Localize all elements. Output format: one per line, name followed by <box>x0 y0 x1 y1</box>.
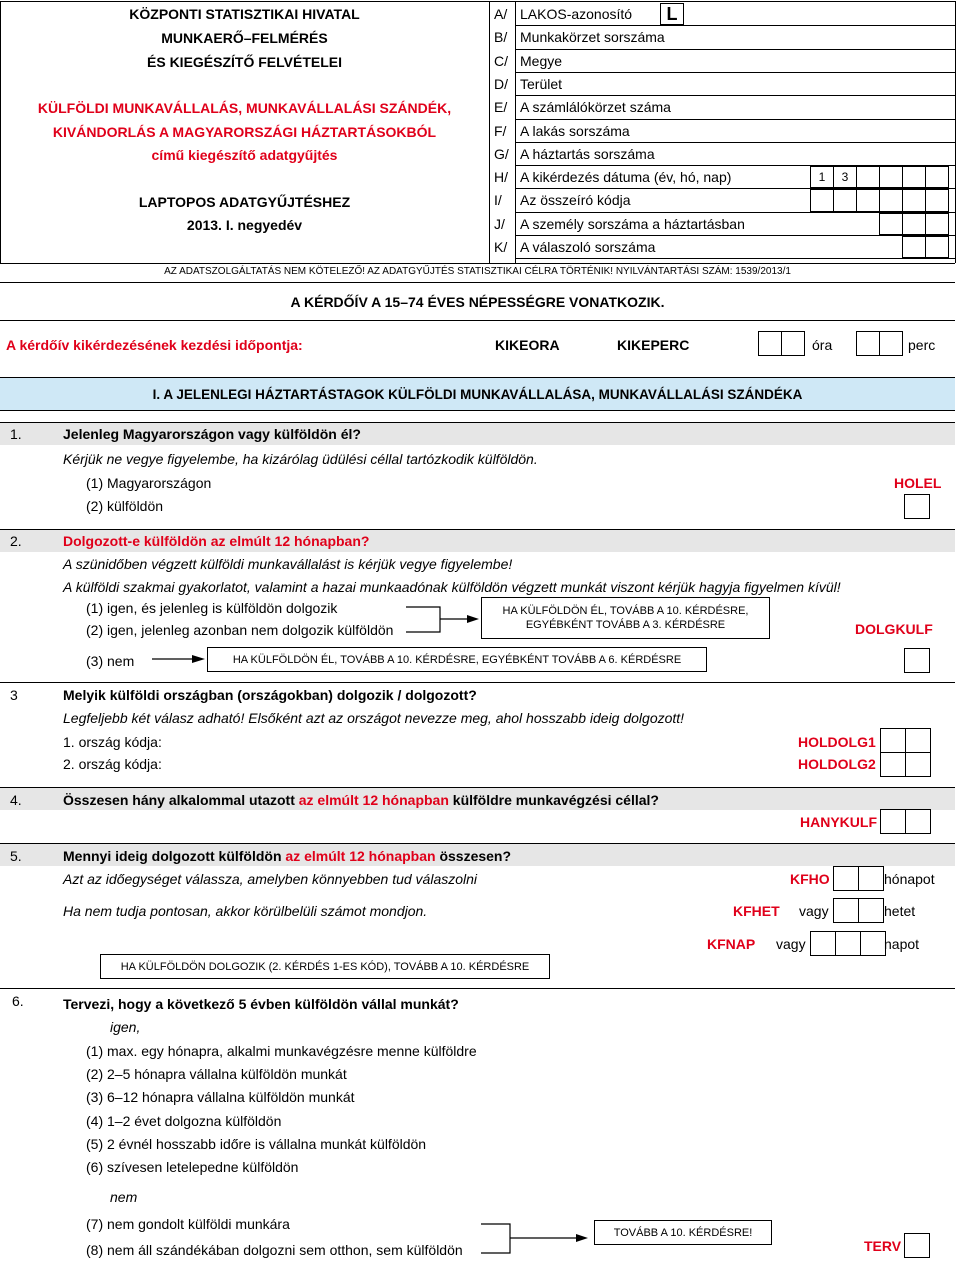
q5-month-digit-1-box[interactable] <box>833 866 859 891</box>
q1-number: 1. <box>10 426 22 442</box>
q5-day-digit-1-box[interactable] <box>810 931 836 956</box>
q5-hint-1: Azt az időegységet válassza, amelyben könnyebben tud válaszolni <box>63 871 478 887</box>
q3-c2-digit-1-box[interactable] <box>880 752 906 777</box>
title-line-2: KIVÁNDORLÁS A MAGYARORSZÁGI HÁZTARTÁSOKBÓL <box>52 124 437 140</box>
q5-unit-day: napot <box>884 936 920 952</box>
q2-hint-1: A szünidőben végzett külföldi munkavállalást is kérjük vegye figyelembe! <box>63 556 513 572</box>
id-code: C/ <box>494 52 508 69</box>
id-digit-box[interactable] <box>856 166 880 188</box>
id-label: Az összeíró kódja <box>520 192 631 209</box>
id-code: A/ <box>494 6 508 22</box>
q1-answer-box[interactable] <box>904 494 930 519</box>
scope-line: A KÉRDŐÍV A 15–74 ÉVES NÉPESSÉGRE VONATKOZIK. <box>290 294 665 310</box>
id-row-rule <box>515 142 955 143</box>
id-digit-box[interactable]: 1 <box>810 166 834 188</box>
id-digit-box[interactable] <box>902 213 926 235</box>
header-divider <box>489 1 490 263</box>
q5-question <box>63 848 511 864</box>
id-code: I/ <box>494 192 502 209</box>
id-digit-box[interactable] <box>833 189 857 211</box>
title-line-3: című kiegészítő adatgyűjtés <box>151 147 338 163</box>
minute-unit: perc <box>908 337 936 353</box>
title-line-1: KÜLFÖLDI MUNKAVÁLLALÁS, MUNKAVÁLLALÁSI SZÁNDÉK, <box>37 100 452 116</box>
q5-question-red: az elmúlt 12 hónapban <box>285 848 436 864</box>
frame-top <box>0 1 955 2</box>
q2-option-3-arrow <box>150 652 208 666</box>
q2-option-2: (2) igen, jelenleg azonban nem dolgozik külföldön <box>86 622 394 638</box>
survey-name: MUNKAERŐ–FELMÉRÉS <box>161 30 328 46</box>
q2-skip-note-1 <box>481 597 770 639</box>
id-digit-box[interactable]: 3 <box>833 166 857 188</box>
q5-day-digit-3-box[interactable] <box>860 931 886 956</box>
q4-question-red: az elmúlt 12 hónapban <box>298 792 449 808</box>
var-holdolg1: HOLDOLG1 <box>798 734 876 750</box>
id-label: A háztartás sorszáma <box>520 145 655 162</box>
q1-question: Jelenleg Magyarországon vagy külföldön él? <box>63 426 361 442</box>
q5-or-2: vagy <box>776 936 806 952</box>
id-row-rule <box>515 49 955 50</box>
q2-answer-box[interactable] <box>904 648 930 673</box>
q3-c2-digit-2-box[interactable] <box>905 752 931 777</box>
id-code: F/ <box>494 122 507 139</box>
q6-option-3: (3) 6–12 hónapra vállalna külföldön munkát <box>86 1089 355 1106</box>
minute-digit-1-box[interactable] <box>856 331 880 356</box>
id-digit-box[interactable] <box>879 166 903 188</box>
q5-question-b: összesen? <box>435 848 512 864</box>
id-label: A válaszoló sorszáma <box>520 239 656 255</box>
scope-rule <box>0 320 955 321</box>
id-digit-box[interactable] <box>925 236 949 258</box>
id-code: G/ <box>494 145 509 162</box>
q3-hint: Legfeljebb két válasz adható! Elsőként azt az országot nevezze meg, ahol hosszabb ideig dolgozott! <box>63 710 685 726</box>
q5-unit-week: hetet <box>884 903 916 919</box>
q5-month-digit-2-box[interactable] <box>858 866 884 891</box>
id-code: D/ <box>494 75 508 92</box>
hour-unit: óra <box>812 337 833 353</box>
org-name: KÖZPONTI STATISZTIKAI HIVATAL <box>129 6 360 22</box>
q4-digit-2-box[interactable] <box>905 809 931 834</box>
var-terv: TERV <box>864 1238 902 1254</box>
supplement-name: ÉS KIEGÉSZÍTŐ FELVÉTELEI <box>147 54 342 70</box>
id-digit-box[interactable]: L <box>660 3 684 25</box>
id-code: E/ <box>494 99 508 116</box>
var-kikeora: KIKEORA <box>495 337 560 353</box>
q5-skip-note: HA KÜLFÖLDÖN DOLGOZIK (2. KÉRDÉS 1-ES KÓD), TOVÁBB A 10. KÉRDÉSRE <box>100 954 550 979</box>
q2-option-1: (1) igen, és jelenleg is külföldön dolgozik <box>86 600 338 616</box>
q5-week-digit-2-box[interactable] <box>858 898 884 923</box>
var-dolgkulf: DOLGKULF <box>855 621 933 637</box>
q5-week-digit-1-box[interactable] <box>833 898 859 923</box>
q6-question: Tervezi, hogy a következő 5 évben külföldön vállal munkát? <box>63 996 459 1012</box>
q4-question-a: Összesen hány alkalommal utazott <box>63 792 299 808</box>
id-digit-box[interactable] <box>902 166 926 188</box>
q3-question: Melyik külföldi országban (országokban) dolgozik / dolgozott? <box>63 687 477 703</box>
q2-hint-2: A külföldi szakmai gyakorlatot, valamint a hazai munkaadónak külföldön végzett munkát viszont kérjük hagyja figyelmen kívül! <box>63 579 841 595</box>
id-digit-box[interactable] <box>925 166 949 188</box>
q1-option-1: (1) Magyarországon <box>86 475 212 491</box>
id-label: Megye <box>520 52 563 69</box>
id-digit-box[interactable] <box>902 236 926 258</box>
id-row-rule <box>515 72 955 73</box>
q5-hint-2: Ha nem tudja pontosan, akkor körülbelüli számot mondjon. <box>63 903 428 919</box>
q6-option-2: (2) 2–5 hónapra vállalna külföldön munkát <box>86 1066 347 1083</box>
id-row-rule <box>515 25 955 26</box>
q3-rule <box>0 682 955 683</box>
var-hanykulf: HANYKULF <box>800 814 877 830</box>
id-label: A lakás sorszáma <box>520 122 630 139</box>
id-row-rule <box>515 95 955 96</box>
q6-no-label: nem <box>110 1189 138 1205</box>
var-kfhet: KFHET <box>733 903 780 919</box>
q3-country-2-label: 2. ország kódja: <box>63 756 162 772</box>
q3-c1-digit-1-box[interactable] <box>880 728 906 753</box>
laptop-label: LAPTOPOS ADATGYŰJTÉSHEZ <box>138 194 351 210</box>
q6-number: 6. <box>12 993 24 1009</box>
q2-number: 2. <box>10 533 22 549</box>
section-title: I. A JELENLEGI HÁZTARTÁSTAGOK KÜLFÖLDI MUNKAVÁLLALÁSA, MUNKAVÁLLALÁSI SZÁNDÉKA <box>0 377 955 411</box>
q6-option-7: (7) nem gondolt külföldi munkára <box>86 1216 290 1232</box>
hour-digit-2-box[interactable] <box>781 331 805 356</box>
start-time-label: A kérdőív kikérdezésének kezdési időpontja: <box>6 337 303 353</box>
hour-digit-1-box[interactable] <box>758 331 782 356</box>
id-digit-box[interactable] <box>879 213 903 235</box>
q6-option-1: (1) max. egy hónapra, alkalmi munkavégzésre menne külföldre <box>86 1043 477 1059</box>
q6-yes-label: igen, <box>110 1019 141 1035</box>
var-kikeperc: KIKEPERC <box>617 337 690 353</box>
id-label: Munkakörzet sorszáma <box>520 29 665 46</box>
minute-digit-2-box[interactable] <box>879 331 903 356</box>
id-code: J/ <box>494 215 505 232</box>
id-label: A személy sorszáma a háztartásban <box>520 215 745 232</box>
id-label: A kikérdezés dátuma (év, hó, nap) <box>520 169 732 186</box>
q6-bracket-arrow <box>480 1219 595 1259</box>
var-holel: HOLEL <box>894 475 942 491</box>
id-digit-box[interactable] <box>925 189 949 211</box>
var-kfho: KFHO <box>790 871 830 887</box>
id-digit-box[interactable] <box>810 189 834 211</box>
id-row-rule <box>515 235 955 236</box>
q3-c1-digit-2-box[interactable] <box>905 728 931 753</box>
q3-country-1-label: 1. ország kódja: <box>63 734 162 750</box>
q6-option-5: (5) 2 évnél hosszabb időre is vállalna munkát külföldön <box>86 1135 427 1152</box>
q6-option-8: (8) nem áll szándékában dolgozni sem otthon, sem külföldön <box>86 1242 463 1258</box>
id-digit-box[interactable] <box>879 189 903 211</box>
q1-hint: Kérjük ne vegye figyelembe, ha kizárólag üdülési céllal tartózkodik külföldön. <box>63 451 538 467</box>
id-digit-box[interactable] <box>925 213 949 235</box>
id-row-rule <box>515 119 955 120</box>
id-code: H/ <box>494 169 508 186</box>
var-holdolg2: HOLDOLG2 <box>798 756 876 772</box>
q2-option-3: (3) nem <box>86 653 135 669</box>
id-row-rule <box>515 258 955 259</box>
id-label: Terület <box>520 75 563 92</box>
q1-option-2: (2) külföldön <box>86 498 164 514</box>
q2-skip-note-1a: HA KÜLFÖLDÖN ÉL, TOVÁBB A 10. KÉRDÉSRE, <box>502 605 749 617</box>
id-code: B/ <box>494 29 508 46</box>
q5-unit-month: hónapot <box>884 871 935 887</box>
notice-bottom-rule <box>0 282 955 283</box>
q4-number: 4. <box>10 792 22 808</box>
q6-option-4: (4) 1–2 évet dolgozna külföldön <box>86 1112 282 1129</box>
q6-answer-box[interactable] <box>904 1233 930 1258</box>
q4-question-b: külföldre munkavégzési céllal? <box>448 792 659 808</box>
q4-digit-1-box[interactable] <box>880 809 906 834</box>
id-digit-box[interactable] <box>902 189 926 211</box>
q1-rule <box>0 422 955 423</box>
q5-day-digit-2-box[interactable] <box>835 931 861 956</box>
id-code: K/ <box>494 239 508 255</box>
q2-skip-note-1b: EGYÉBKÉNT TOVÁBB A 3. KÉRDÉSRE <box>525 619 726 631</box>
q2-skip-note-2: HA KÜLFÖLDÖN ÉL, TOVÁBB A 10. KÉRDÉSRE, EGYÉBKÉNT TOVÁBB A 6. KÉRDÉSRE <box>207 647 707 672</box>
id-label: LAKOS-azonosító <box>520 6 633 22</box>
q6-skip-note: TOVÁBB A 10. KÉRDÉSRE! <box>594 1220 772 1245</box>
code-divider <box>515 1 516 263</box>
q4-question <box>63 792 659 808</box>
q6-option-6: (6) szívesen letelepedne külföldön <box>86 1159 299 1175</box>
q5-number: 5. <box>10 848 22 864</box>
period-label: 2013. I. negyedév <box>186 217 303 233</box>
id-digit-box[interactable] <box>856 189 880 211</box>
q2-question: Dolgozott-e külföldön az elmúlt 12 hónapban? <box>63 533 370 549</box>
q5-question-a: Mennyi ideig dolgozott külföldön <box>63 848 286 864</box>
q6-rule <box>0 988 955 989</box>
legal-notice: AZ ADATSZOLGÁLTATÁS NEM KÖTELEZŐ! AZ ADATGYŰJTÉS STATISZTIKAI CÉLRA TÖRTÉNIK! NYILVÁNTARTÁSI SZÁM: 1539/2013/1 <box>164 266 791 277</box>
notice-top-rule <box>0 263 955 264</box>
q5-or-1: vagy <box>799 903 829 919</box>
var-kfnap: KFNAP <box>707 936 756 952</box>
frame-right <box>955 1 956 263</box>
q3-number: 3 <box>10 687 18 703</box>
id-label: A számlálókörzet száma <box>520 99 671 116</box>
